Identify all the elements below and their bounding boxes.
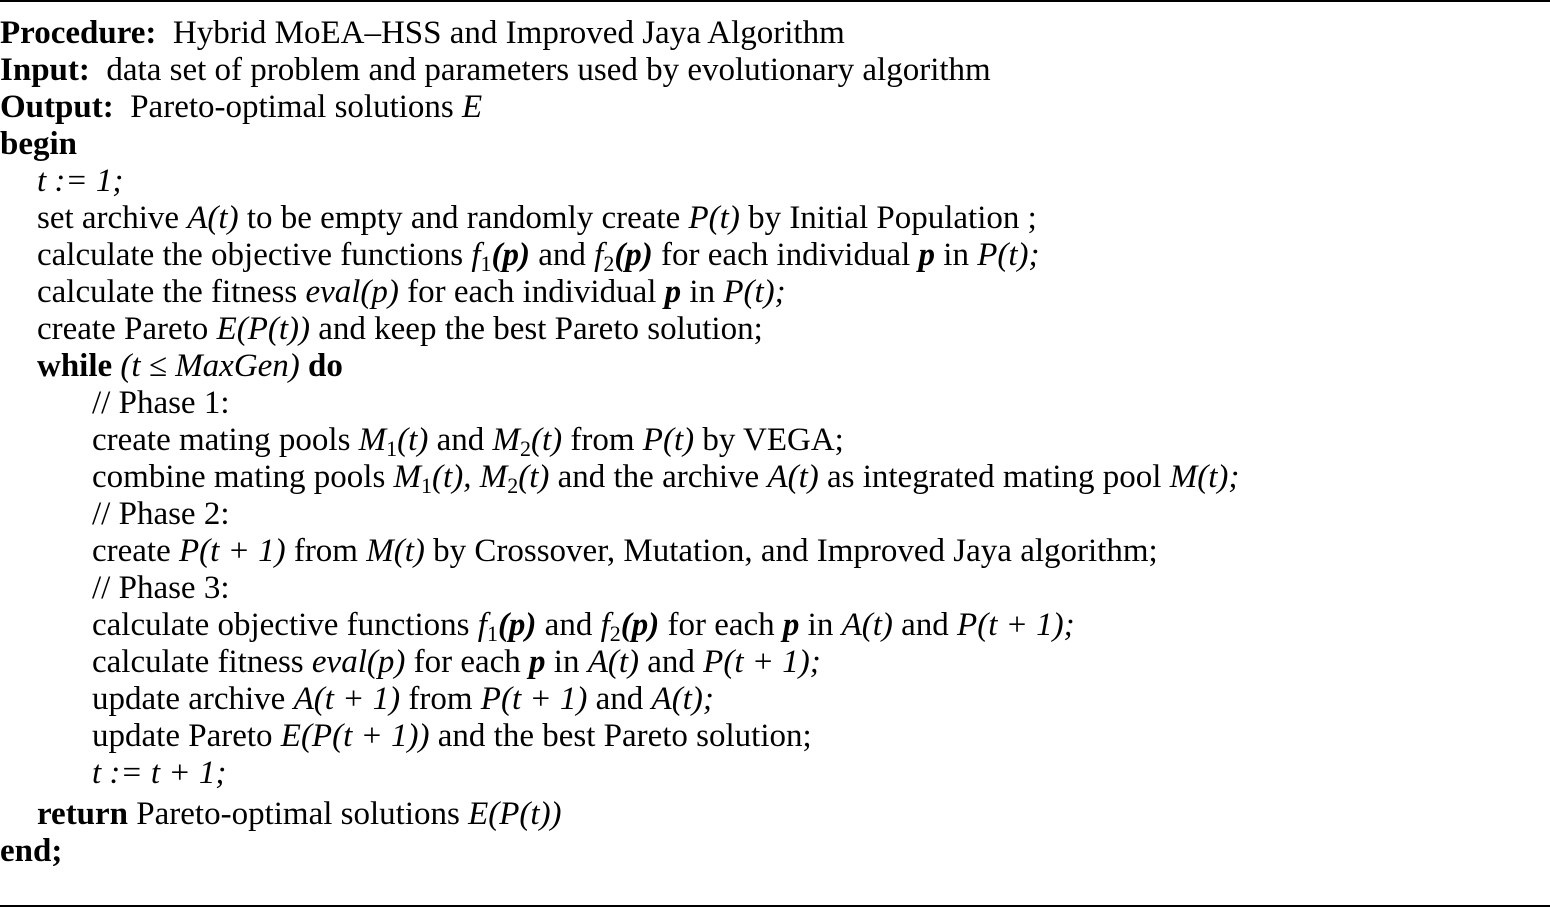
math-term: (p): [620, 607, 660, 643]
math-term: E(P(t)): [468, 796, 562, 832]
stmt-text: update archive: [92, 681, 286, 717]
phase1-comment: // Phase 1:: [92, 385, 230, 421]
math-term: (t): [530, 422, 563, 458]
math-subscript: 2: [603, 251, 615, 276]
math-term: (p): [614, 237, 653, 273]
stmt-text: for each individual: [661, 237, 911, 273]
calc-objective-line: [37, 237, 1040, 274]
stmt-text: and the archive: [557, 459, 760, 495]
stmt-text: for each: [413, 644, 521, 680]
math-term: M: [492, 422, 520, 458]
phase3-comment: // Phase 3:: [92, 570, 230, 606]
math-term: f: [477, 607, 487, 643]
math-subscript: 2: [507, 473, 519, 498]
stmt-text: calculate objective functions: [92, 607, 470, 643]
math-term: E(P(t + 1)): [280, 718, 430, 754]
math-subscript: 2: [609, 621, 621, 646]
stmt-text: set archive: [37, 200, 180, 236]
create-pareto-line: [37, 311, 763, 348]
input-keyword: Input:: [0, 52, 90, 88]
return-keyword: return: [37, 796, 129, 832]
stmt-text: from: [570, 422, 635, 458]
procedure-keyword: Procedure:: [0, 15, 157, 51]
while-keyword: while: [37, 348, 113, 384]
stmt-text: in: [689, 274, 716, 310]
math-term: eval(p): [311, 644, 406, 680]
stmt-text: create: [92, 533, 171, 569]
while-line: [37, 348, 343, 385]
math-term: eval(p): [305, 274, 399, 310]
math-subscript: 1: [421, 473, 433, 498]
procedure-line: [0, 15, 845, 52]
stmt-text: and keep the best Pareto solution;: [318, 311, 763, 347]
math-term: A(t): [587, 644, 640, 680]
math-term: p: [918, 237, 936, 273]
math-term: M(t): [366, 533, 425, 569]
phase2-comment: // Phase 2:: [92, 496, 230, 532]
stmt-text: create Pareto: [37, 311, 209, 347]
math-term: A(t): [187, 200, 239, 236]
math-term: (t): [518, 459, 550, 495]
math-term: A(t);: [651, 681, 714, 717]
math-term: (p): [491, 237, 530, 273]
stmt-text: by Initial Population ;: [748, 200, 1037, 236]
calc-fitness2-line: [92, 644, 821, 681]
math-term: P(t): [688, 200, 740, 236]
math-term: P(t + 1);: [703, 644, 821, 680]
begin-line: [0, 126, 77, 163]
math-term: p: [664, 274, 682, 310]
calc-objective2-line: [92, 607, 1075, 644]
top-rule: [0, 0, 1550, 2]
math-term: M: [358, 422, 387, 458]
stmt-text: as integrated mating pool: [826, 459, 1162, 495]
stmt-text: and: [436, 422, 485, 458]
math-term: f: [600, 607, 610, 643]
init-t-line: t := 1;: [37, 163, 124, 199]
stmt-text: and: [901, 607, 949, 643]
math-term: p: [782, 607, 800, 643]
while-condition: (t ≤ MaxGen): [120, 348, 300, 384]
stmt-text: by Crossover, Mutation, and Improved Jaya algorithm;: [433, 533, 1158, 569]
math-term: P(t + 1): [179, 533, 286, 569]
update-archive-line: [92, 681, 714, 718]
end-line: end;: [0, 833, 63, 869]
calc-fitness-line: [37, 274, 786, 311]
begin-keyword: begin: [0, 126, 78, 162]
math-subscript: 1: [480, 251, 492, 276]
stmt-text: calculate fitness: [92, 644, 304, 680]
math-term: (p): [497, 607, 537, 643]
stmt-text: from: [408, 681, 473, 717]
stmt-text: to be empty and randomly create: [246, 200, 681, 236]
stmt-text: combine mating pools: [92, 459, 386, 495]
output-line: [0, 89, 482, 126]
input-line: [0, 52, 991, 89]
stmt-text: update Pareto: [92, 718, 273, 754]
procedure-text: Hybrid MoEA–HSS and Improved Jaya Algorithm: [172, 15, 845, 51]
math-term: P(t + 1);: [957, 607, 1075, 643]
math-term: M: [393, 459, 422, 495]
stmt-text: and: [538, 237, 586, 273]
set-archive-line: [37, 200, 1037, 237]
stmt-text: in: [553, 644, 580, 680]
math-term: f: [594, 237, 604, 273]
stmt-text: and: [595, 681, 644, 717]
stmt-text: by VEGA;: [702, 422, 844, 458]
output-keyword: Output:: [0, 89, 114, 125]
math-term: (t),: [432, 459, 472, 495]
stmt-text: and: [647, 644, 695, 680]
math-term: A(t): [767, 459, 819, 495]
update-pareto-line: [92, 718, 812, 755]
output-var: E: [462, 89, 483, 125]
stmt-text: in: [943, 237, 969, 273]
stmt-text: in: [807, 607, 834, 643]
math-term: P(t);: [723, 274, 786, 310]
input-text: data set of problem and parameters used by evolutionary algorithm: [106, 52, 991, 88]
increment-t-line: t := t + 1;: [92, 755, 227, 791]
stmt-text: for each: [667, 607, 775, 643]
math-term: P(t): [642, 422, 695, 458]
math-term: p: [529, 644, 546, 680]
do-keyword: do: [308, 348, 343, 384]
stmt-text: for each individual: [407, 274, 657, 310]
math-term: M: [479, 459, 508, 495]
stmt-text: create mating pools: [92, 422, 351, 458]
math-term: (t): [397, 422, 429, 458]
stmt-text: calculate the fitness: [37, 274, 298, 310]
math-term: A(t): [841, 607, 893, 643]
return-line: [37, 796, 562, 833]
stmt-text: from: [293, 533, 358, 569]
math-term: A(t + 1): [293, 681, 401, 717]
math-subscript: 1: [486, 621, 498, 646]
combine-line: [92, 459, 1239, 496]
math-term: P(t);: [977, 237, 1040, 273]
stmt-text: calculate the objective functions: [37, 237, 464, 273]
math-term: M(t);: [1169, 459, 1240, 495]
create-population-line: [92, 533, 1158, 570]
mating-pool-line: [92, 422, 844, 459]
output-text: Pareto-optimal solutions: [130, 89, 454, 125]
stmt-text: Pareto-optimal solutions: [136, 796, 460, 832]
math-term: E(P(t)): [216, 311, 311, 347]
math-subscript: 2: [519, 436, 531, 461]
math-term: f: [471, 237, 481, 273]
stmt-text: and the best Pareto solution;: [437, 718, 812, 754]
math-subscript: 1: [386, 436, 398, 461]
stmt-text: and: [544, 607, 593, 643]
math-term: P(t + 1): [480, 681, 588, 717]
